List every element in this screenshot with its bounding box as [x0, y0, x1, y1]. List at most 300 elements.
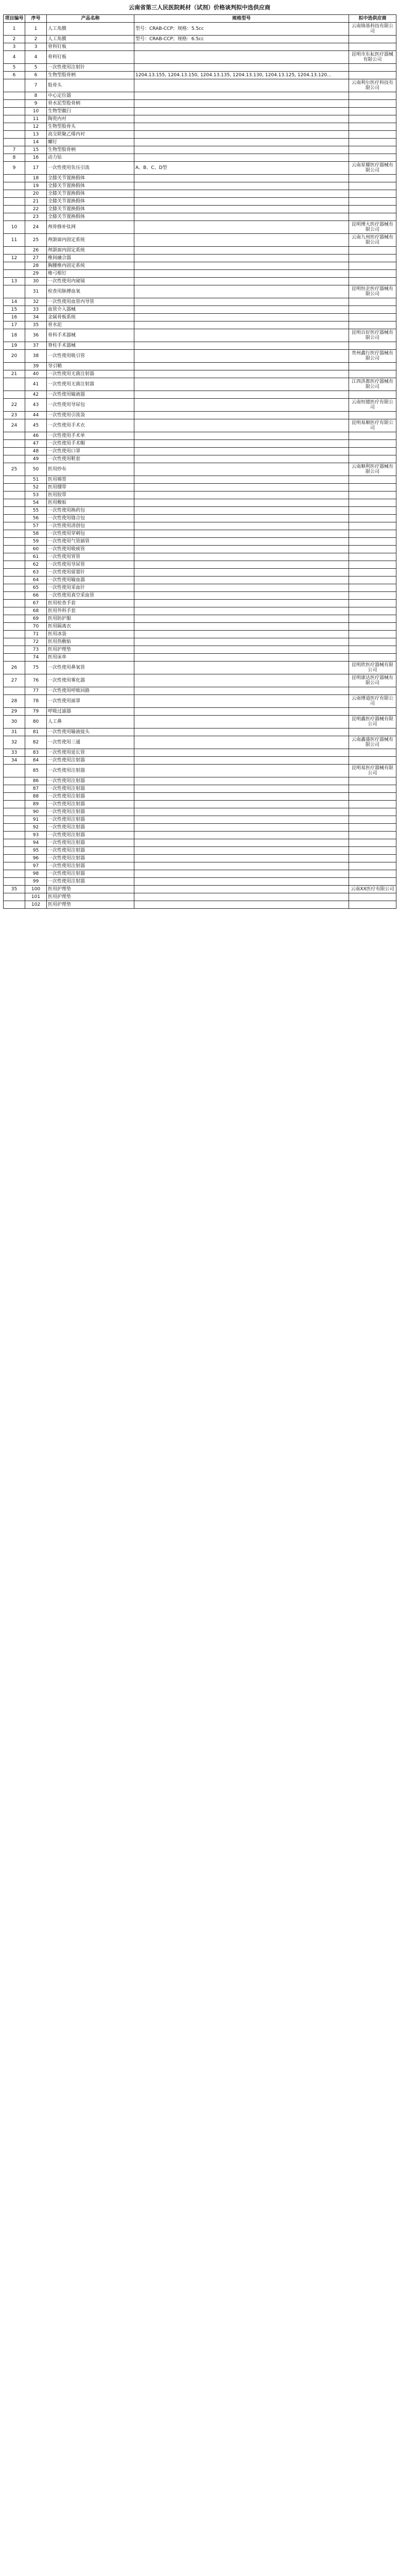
- cell-supplier: 云南九州医疗器械有限公司: [349, 234, 396, 247]
- cell-seq: 96: [25, 855, 47, 862]
- cell-name: 呼吸过滤器: [47, 708, 134, 716]
- table-row: [4, 350, 396, 363]
- cell-spec: [134, 862, 349, 870]
- cell-spec: [134, 847, 349, 855]
- cell-name: 股骨头: [47, 79, 134, 92]
- cell-spec: [134, 765, 349, 777]
- cell-project: 29: [4, 708, 25, 716]
- cell-project: 21: [4, 370, 25, 378]
- cell-name: 一次性使用换药包: [47, 507, 134, 515]
- cell-project: [4, 262, 25, 270]
- table-row: [4, 115, 396, 123]
- cell-project: [4, 777, 25, 785]
- cell-supplier: 云南恒德医疗有限公司: [349, 399, 396, 412]
- cell-supplier: [349, 878, 396, 886]
- header-name: 产品名称: [47, 15, 134, 23]
- cell-spec: [134, 623, 349, 631]
- cell-seq: 65: [25, 584, 47, 592]
- cell-spec: [134, 146, 349, 154]
- cell-spec: [134, 342, 349, 350]
- cell-name: 一次性使用负压引流: [47, 162, 134, 175]
- cell-supplier: [349, 448, 396, 455]
- cell-project: [4, 638, 25, 646]
- table-row: [4, 262, 396, 270]
- cell-seq: 52: [25, 484, 47, 492]
- table-row: [4, 182, 396, 190]
- cell-spec: [134, 198, 349, 206]
- cell-name: 骨水泥: [47, 321, 134, 329]
- cell-supplier: [349, 440, 396, 448]
- cell-spec: [134, 577, 349, 584]
- table-row: [4, 329, 396, 342]
- cell-project: 28: [4, 695, 25, 708]
- cell-supplier: [349, 139, 396, 146]
- cell-seq: 77: [25, 687, 47, 695]
- cell-project: 18: [4, 329, 25, 342]
- supplier-table: [3, 14, 396, 909]
- cell-name: 一次性使用内窥镜: [47, 278, 134, 285]
- cell-spec: [134, 484, 349, 492]
- cell-project: 7: [4, 146, 25, 154]
- cell-supplier: [349, 321, 396, 329]
- cell-project: [4, 108, 25, 115]
- table-row: [4, 553, 396, 561]
- cell-name: 生物型髋臼: [47, 108, 134, 115]
- table-row: [4, 175, 396, 182]
- cell-spec: [134, 51, 349, 64]
- cell-spec: [134, 839, 349, 847]
- cell-seq: 69: [25, 615, 47, 623]
- cell-name: 生物型股骨头: [47, 123, 134, 131]
- cell-project: 20: [4, 350, 25, 363]
- cell-project: [4, 793, 25, 801]
- cell-supplier: [349, 870, 396, 878]
- cell-project: [4, 584, 25, 592]
- cell-project: 2: [4, 36, 25, 43]
- cell-seq: 4: [25, 51, 47, 64]
- cell-project: [4, 901, 25, 909]
- cell-spec: [134, 716, 349, 728]
- cell-spec: [134, 123, 349, 131]
- table-row: [4, 538, 396, 546]
- cell-name: 检查用脉搏血氧: [47, 285, 134, 298]
- cell-spec: [134, 561, 349, 569]
- table-row: [4, 847, 396, 855]
- cell-spec: [134, 870, 349, 878]
- cell-seq: 83: [25, 749, 47, 757]
- cell-project: [4, 808, 25, 816]
- cell-name: 医用检查手套: [47, 600, 134, 607]
- table-row: [4, 584, 396, 592]
- cell-supplier: [349, 278, 396, 285]
- cell-spec: [134, 64, 349, 72]
- cell-name: 高交联聚乙烯内衬: [47, 131, 134, 139]
- cell-project: 30: [4, 716, 25, 728]
- cell-project: [4, 765, 25, 777]
- cell-seq: 100: [25, 886, 47, 893]
- cell-project: [4, 131, 25, 139]
- cell-seq: 57: [25, 522, 47, 530]
- cell-seq: 41: [25, 378, 47, 391]
- cell-project: [4, 832, 25, 839]
- cell-supplier: [349, 36, 396, 43]
- cell-name: 一次性使用气管插管: [47, 538, 134, 546]
- cell-name: 医用防护服: [47, 615, 134, 623]
- cell-project: [4, 687, 25, 695]
- cell-project: [4, 801, 25, 808]
- cell-seq: 31: [25, 285, 47, 298]
- cell-seq: 68: [25, 607, 47, 615]
- cell-spec: [134, 728, 349, 736]
- cell-seq: 64: [25, 577, 47, 584]
- cell-spec: [134, 278, 349, 285]
- cell-spec: [134, 646, 349, 654]
- cell-name: 一次性使用面罩: [47, 695, 134, 708]
- cell-project: [4, 175, 25, 182]
- table-row: [4, 832, 396, 839]
- cell-spec: [134, 234, 349, 247]
- cell-supplier: [349, 515, 396, 522]
- cell-seq: 58: [25, 530, 47, 538]
- cell-seq: 18: [25, 175, 47, 182]
- cell-spec: [134, 419, 349, 432]
- cell-supplier: 贵州鑫行医疗器械有限公司: [349, 350, 396, 363]
- cell-supplier: [349, 270, 396, 278]
- cell-name: 医用冰袋: [47, 631, 134, 638]
- cell-supplier: 云南鑫盛医疗器械有限公司: [349, 736, 396, 749]
- cell-spec: [134, 785, 349, 793]
- cell-seq: 82: [25, 736, 47, 749]
- cell-seq: 8: [25, 92, 47, 100]
- cell-seq: 53: [25, 492, 47, 499]
- cell-seq: 74: [25, 654, 47, 662]
- cell-supplier: 云南XX医疗有限公司: [349, 886, 396, 893]
- table-row: [4, 198, 396, 206]
- cell-supplier: [349, 154, 396, 162]
- cell-supplier: [349, 262, 396, 270]
- cell-supplier: [349, 206, 396, 213]
- cell-name: 全膝关节置换假体: [47, 190, 134, 198]
- cell-name: 生物型股骨柄: [47, 72, 134, 79]
- cell-project: [4, 476, 25, 484]
- header-project: 项目编号: [4, 15, 25, 23]
- cell-project: [4, 824, 25, 832]
- cell-project: 16: [4, 314, 25, 321]
- cell-spec: [134, 412, 349, 419]
- cell-seq: 90: [25, 808, 47, 816]
- cell-supplier: [349, 64, 396, 72]
- cell-seq: 7: [25, 79, 47, 92]
- table-row: [4, 72, 396, 79]
- cell-seq: 2: [25, 36, 47, 43]
- cell-project: [4, 847, 25, 855]
- cell-spec: [134, 522, 349, 530]
- cell-project: 19: [4, 342, 25, 350]
- cell-project: [4, 198, 25, 206]
- cell-supplier: 昆明易顺医疗有限公司: [349, 419, 396, 432]
- cell-name: 颅颌面内固定系统: [47, 234, 134, 247]
- cell-supplier: [349, 391, 396, 399]
- cell-supplier: [349, 314, 396, 321]
- cell-supplier: [349, 824, 396, 832]
- cell-project: [4, 569, 25, 577]
- header-seq: 序号: [25, 15, 47, 23]
- table-row: [4, 569, 396, 577]
- cell-project: [4, 123, 25, 131]
- cell-project: [4, 247, 25, 255]
- table-row: [4, 363, 396, 370]
- cell-name: 一次性使用注射器: [47, 839, 134, 847]
- cell-project: [4, 492, 25, 499]
- cell-spec: [134, 154, 349, 162]
- table-row: [4, 23, 396, 36]
- cell-project: 3: [4, 43, 25, 51]
- table-row: [4, 716, 396, 728]
- cell-name: 医用护理垫: [47, 646, 134, 654]
- table-row: [4, 662, 396, 674]
- table-row: [4, 728, 396, 736]
- cell-seq: 23: [25, 213, 47, 221]
- cell-supplier: 云南锦基科技有限公司: [349, 23, 396, 36]
- cell-project: 10: [4, 221, 25, 234]
- cell-spec: [134, 569, 349, 577]
- cell-supplier: [349, 839, 396, 847]
- cell-seq: 91: [25, 816, 47, 824]
- cell-spec: [134, 108, 349, 115]
- cell-spec: [134, 378, 349, 391]
- cell-spec: [134, 285, 349, 298]
- cell-spec: [134, 777, 349, 785]
- cell-name: 一次性使用注射器: [47, 847, 134, 855]
- table-body: [4, 23, 396, 909]
- cell-name: 一次性使用缝合包: [47, 515, 134, 522]
- table-row: [4, 432, 396, 440]
- cell-project: [4, 561, 25, 569]
- cell-seq: 76: [25, 674, 47, 687]
- cell-supplier: [349, 476, 396, 484]
- cell-seq: 47: [25, 440, 47, 448]
- cell-supplier: [349, 862, 396, 870]
- cell-supplier: [349, 847, 396, 855]
- cell-spec: [134, 893, 349, 901]
- table-row: [4, 499, 396, 507]
- cell-name: 一次性使用导尿管: [47, 561, 134, 569]
- cell-spec: [134, 399, 349, 412]
- table-row: [4, 785, 396, 793]
- table-row: [4, 757, 396, 765]
- cell-supplier: [349, 708, 396, 716]
- cell-project: 13: [4, 278, 25, 285]
- cell-name: 骨科钉板: [47, 51, 134, 64]
- table-row: [4, 139, 396, 146]
- cell-project: [4, 515, 25, 522]
- cell-seq: 99: [25, 878, 47, 886]
- cell-spec: [134, 363, 349, 370]
- cell-project: [4, 79, 25, 92]
- cell-project: 26: [4, 662, 25, 674]
- cell-spec: [134, 321, 349, 329]
- cell-name: 医用绷带: [47, 484, 134, 492]
- cell-name: 一次性使用延长管: [47, 749, 134, 757]
- table-row: [4, 862, 396, 870]
- cell-seq: 17: [25, 162, 47, 175]
- cell-name: 全膝关节置换假体: [47, 213, 134, 221]
- cell-name: 人工角膜: [47, 23, 134, 36]
- cell-spec: [134, 262, 349, 270]
- table-row: [4, 455, 396, 463]
- cell-supplier: [349, 893, 396, 901]
- table-row: [4, 816, 396, 824]
- cell-spec: [134, 530, 349, 538]
- cell-supplier: 昆明欣医疗器械有限公司: [349, 662, 396, 674]
- cell-supplier: [349, 213, 396, 221]
- cell-project: [4, 631, 25, 638]
- table-row: [4, 123, 396, 131]
- table-row: [4, 412, 396, 419]
- cell-spec: [134, 43, 349, 51]
- cell-project: 11: [4, 234, 25, 247]
- cell-project: [4, 100, 25, 108]
- cell-spec: [134, 615, 349, 623]
- cell-spec: [134, 350, 349, 363]
- cell-spec: [134, 553, 349, 561]
- cell-project: [4, 607, 25, 615]
- cell-seq: 15: [25, 146, 47, 154]
- cell-supplier: [349, 182, 396, 190]
- cell-seq: 35: [25, 321, 47, 329]
- cell-project: [4, 190, 25, 198]
- cell-seq: 70: [25, 623, 47, 631]
- table-row: [4, 515, 396, 522]
- cell-spec: [134, 329, 349, 342]
- cell-supplier: 昆明康达医疗器械有限公司: [349, 674, 396, 687]
- cell-spec: [134, 638, 349, 646]
- cell-seq: 49: [25, 455, 47, 463]
- table-row: [4, 808, 396, 816]
- cell-supplier: [349, 577, 396, 584]
- cell-spec: [134, 182, 349, 190]
- cell-seq: 98: [25, 870, 47, 878]
- cell-supplier: [349, 615, 396, 623]
- cell-project: [4, 206, 25, 213]
- cell-spec: [134, 221, 349, 234]
- table-row: [4, 878, 396, 886]
- cell-spec: [134, 100, 349, 108]
- cell-project: 32: [4, 736, 25, 749]
- table-row: [4, 314, 396, 321]
- cell-name: 医用胶带: [47, 492, 134, 499]
- cell-seq: 12: [25, 123, 47, 131]
- cell-name: 一次性使用注射器: [47, 785, 134, 793]
- cell-spec: [134, 600, 349, 607]
- cell-supplier: [349, 638, 396, 646]
- cell-seq: 62: [25, 561, 47, 569]
- cell-seq: 13: [25, 131, 47, 139]
- cell-spec: [134, 190, 349, 198]
- cell-spec: [134, 654, 349, 662]
- cell-supplier: [349, 801, 396, 808]
- cell-spec: [134, 816, 349, 824]
- cell-spec: [134, 314, 349, 321]
- cell-project: [4, 646, 25, 654]
- cell-project: [4, 182, 25, 190]
- table-row: [4, 577, 396, 584]
- cell-project: 12: [4, 255, 25, 262]
- cell-seq: 42: [25, 391, 47, 399]
- cell-spec: [134, 607, 349, 615]
- cell-spec: [134, 448, 349, 455]
- cell-name: 医用热敷贴: [47, 638, 134, 646]
- table-row: [4, 92, 396, 100]
- table-row: [4, 221, 396, 234]
- cell-spec: [134, 499, 349, 507]
- cell-project: [4, 499, 25, 507]
- cell-project: [4, 893, 25, 901]
- table-row: [4, 154, 396, 162]
- cell-spec: [134, 79, 349, 92]
- cell-project: [4, 115, 25, 123]
- table-row: [4, 901, 396, 909]
- cell-seq: 20: [25, 190, 47, 198]
- cell-project: [4, 391, 25, 399]
- cell-project: 8: [4, 154, 25, 162]
- cell-name: 医用棉签: [47, 476, 134, 484]
- cell-seq: 27: [25, 255, 47, 262]
- table-row: [4, 342, 396, 350]
- cell-supplier: [349, 538, 396, 546]
- cell-spec: [134, 674, 349, 687]
- cell-name: 椎间融合器: [47, 255, 134, 262]
- cell-name: 一次性使用吸痰管: [47, 546, 134, 553]
- cell-project: [4, 139, 25, 146]
- cell-seq: 44: [25, 412, 47, 419]
- cell-project: 27: [4, 674, 25, 687]
- cell-supplier: [349, 631, 396, 638]
- cell-seq: 72: [25, 638, 47, 646]
- cell-spec: [134, 463, 349, 476]
- cell-seq: 39: [25, 363, 47, 370]
- cell-name: 全膝关节置换假体: [47, 182, 134, 190]
- cell-supplier: [349, 507, 396, 515]
- cell-supplier: [349, 92, 396, 100]
- cell-project: [4, 600, 25, 607]
- cell-project: [4, 546, 25, 553]
- cell-name: 动力钻: [47, 154, 134, 162]
- cell-supplier: 云南顺利医疗器械有限公司: [349, 463, 396, 476]
- table-row: [4, 306, 396, 314]
- cell-project: [4, 592, 25, 600]
- cell-seq: 46: [25, 432, 47, 440]
- cell-project: [4, 878, 25, 886]
- cell-name: 医用护理垫: [47, 893, 134, 901]
- cell-name: 一次性使用无菌注射器: [47, 378, 134, 391]
- cell-seq: 81: [25, 728, 47, 736]
- table-row: [4, 234, 396, 247]
- cell-seq: 28: [25, 262, 47, 270]
- cell-seq: 71: [25, 631, 47, 638]
- cell-name: 一次性使用注射器: [47, 870, 134, 878]
- cell-spec: [134, 757, 349, 765]
- cell-supplier: [349, 306, 396, 314]
- cell-spec: [134, 175, 349, 182]
- cell-project: 22: [4, 399, 25, 412]
- cell-name: 脊柱手术器械: [47, 342, 134, 350]
- cell-spec: 型号：CRAB-CCP；规格：5.5cc: [134, 23, 349, 36]
- cell-project: [4, 270, 25, 278]
- cell-spec: [134, 832, 349, 839]
- cell-name: 一次性使用无菌注射器: [47, 370, 134, 378]
- cell-supplier: [349, 190, 396, 198]
